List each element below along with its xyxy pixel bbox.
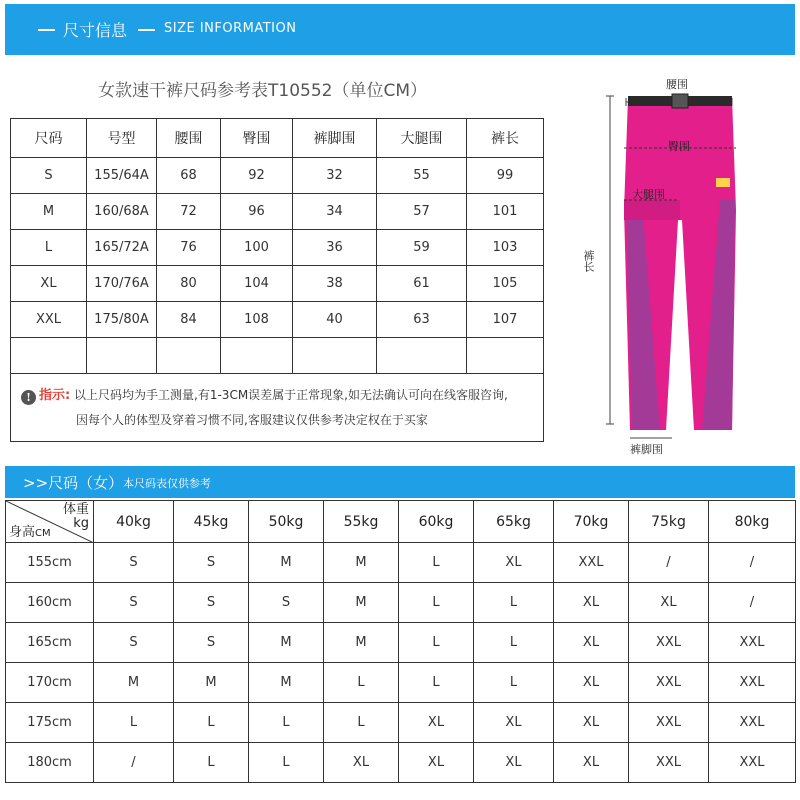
size-cell: XL [474,743,554,783]
size-cell: / [709,583,796,623]
size-cell: XL [554,623,629,663]
table-cell: 61 [377,266,467,302]
size-chart-title: 女款速干裤尺码参考表T10552（单位CM） [98,81,428,101]
size-cell: XXL [709,623,796,663]
table-cell: M [11,194,87,230]
size-cell: XL [399,703,474,743]
column-header: 号型 [87,119,157,158]
table-header-row [11,119,544,158]
table-row [11,230,544,266]
weight-header-cell: 75kg [629,501,709,543]
corner-height-unit: CM [35,528,51,539]
note-row [11,374,544,442]
size-cell: S [249,583,324,623]
corner-height-label: 身高 [9,525,36,540]
height-cell: 180cm [6,743,94,783]
size-cell: / [94,743,174,783]
table-cell: 40 [293,302,377,338]
column-header: 腰围 [157,119,221,158]
size-cell: L [174,743,249,783]
size-cell: M [324,543,399,583]
column-header: 裤长 [467,119,544,158]
size-cell: XXL [629,703,709,743]
size-cell: L [399,583,474,623]
note-cell [11,374,544,442]
table-cell: 63 [377,302,467,338]
table-cell: 99 [467,158,544,194]
weight-header-row [6,501,796,543]
table-cell: 72 [157,194,221,230]
table-cell: 80 [157,266,221,302]
size-cell: S [94,543,174,583]
weight-header-cell: 55kg [324,501,399,543]
table-cell: L [11,230,87,266]
size-cell: L [249,743,324,783]
note-line-1: 以上尺码均为手工测量,有1-3CM误差属于正常现象,如无法确认可向在线客服咨询, [74,388,508,402]
hem-label: 裤脚围 [630,443,663,456]
table-cell: 36 [293,230,377,266]
size-cell: L [399,663,474,703]
size-cell: L [94,703,174,743]
table-cell: 55 [377,158,467,194]
size-cell: / [709,543,796,583]
height-cell: 155cm [6,543,94,583]
weight-header-cell: 80kg [709,501,796,543]
table-cell: 170/76A [87,266,157,302]
table-row [11,158,544,194]
size-cell: M [324,583,399,623]
size-cell: M [249,623,324,663]
table-cell: 103 [467,230,544,266]
corner-cell [6,501,94,543]
size-cell: XXL [629,623,709,663]
table-cell: 57 [377,194,467,230]
size-cell: / [629,543,709,583]
weight-header-cell: 45kg [174,501,249,543]
table-cell: 104 [221,266,293,302]
size-cell: XXL [709,663,796,703]
table-cell: 34 [293,194,377,230]
size-cell: L [174,703,249,743]
size-cell: XL [474,703,554,743]
size-cell: L [474,663,554,703]
table-cell: 59 [377,230,467,266]
section-header-size-women [5,466,795,498]
table-cell: XL [11,266,87,302]
size-cell: L [474,583,554,623]
table-row [11,302,544,338]
header-dash-right [138,29,155,31]
weight-header-cell: 60kg [399,501,474,543]
header-title-en: SIZE INFORMATION [164,21,297,36]
thigh-label: 大腿围 [632,188,665,201]
table-cell: 38 [293,266,377,302]
size-cell: XL [554,663,629,703]
size-cell: M [94,663,174,703]
pants-figure [560,60,800,460]
size-cell: XXL [629,663,709,703]
table-cell: 160/68A [87,194,157,230]
size-cell: L [474,623,554,663]
hip-label: 臀围 [668,140,690,153]
table-cell: 100 [221,230,293,266]
table-row [6,663,796,703]
note-line-2: 因每个人的体型及穿着习惯不同,客服建议仅供参考决定权在于买家 [76,413,428,427]
empty-row [11,338,544,374]
table-cell: 105 [467,266,544,302]
table-cell: 107 [467,302,544,338]
table-row [11,194,544,230]
weight-chart-header-note: 本尺码表仅供参考 [123,477,211,490]
note-label: 指示: [39,388,71,403]
size-cell: XL [399,743,474,783]
corner-weight-label: 体重 [62,502,89,517]
table-cell: 68 [157,158,221,194]
size-cell: S [174,543,249,583]
corner-weight-unit: kg [73,516,89,531]
height-cell: 175cm [6,703,94,743]
size-cell: M [249,663,324,703]
section-header-size-info [5,4,795,55]
size-cell: L [399,623,474,663]
height-cell: 170cm [6,663,94,703]
size-cell: S [94,623,174,663]
size-cell: XXL [709,703,796,743]
table-row [11,266,544,302]
size-cell: XL [629,583,709,623]
size-cell: L [399,543,474,583]
column-header: 大腿围 [377,119,467,158]
table-cell: 155/64A [87,158,157,194]
height-weight-table [5,500,796,783]
size-cell: M [174,663,249,703]
size-cell: M [324,623,399,663]
table-row [6,743,796,783]
table-cell: 165/72A [87,230,157,266]
header-title-cn: 尺寸信息 [63,21,128,40]
weight-header-cell: 40kg [94,501,174,543]
table-row [6,543,796,583]
height-cell: 165cm [6,623,94,663]
table-cell: 101 [467,194,544,230]
column-header: 臀围 [221,119,293,158]
column-header: 尺码 [11,119,87,158]
table-cell: 92 [221,158,293,194]
size-cell: XL [474,543,554,583]
pants-illustration [560,60,800,460]
table-cell: 32 [293,158,377,194]
size-cell: L [324,703,399,743]
weight-chart-header: >>尺码（女） [23,474,124,492]
table-cell: 96 [221,194,293,230]
size-cell: XL [554,583,629,623]
length-label: 裤长 [582,250,595,272]
size-cell: M [249,543,324,583]
table-cell: XXL [11,302,87,338]
size-cell: XL [554,703,629,743]
header-dash-left [38,29,55,31]
table-row [6,623,796,663]
table-cell: 175/80A [87,302,157,338]
table-cell: 84 [157,302,221,338]
size-cell: XXL [629,743,709,783]
weight-header-cell: 70kg [554,501,629,543]
column-header: 裤脚围 [293,119,377,158]
size-cell: L [324,663,399,703]
size-cell: XL [554,743,629,783]
size-cell: XXL [709,743,796,783]
table-row [6,583,796,623]
table-cell: 76 [157,230,221,266]
size-cell: L [249,703,324,743]
table-row [6,703,796,743]
height-cell: 160cm [6,583,94,623]
size-cell: S [174,623,249,663]
weight-header-cell: 65kg [474,501,554,543]
table-cell: S [11,158,87,194]
weight-header-cell: 50kg [249,501,324,543]
info-icon: ! [21,390,36,405]
waist-label: 腰围 [666,78,688,91]
size-cell: XXL [554,543,629,583]
size-cell: S [94,583,174,623]
size-cell: XL [324,743,399,783]
size-chart-table [10,118,544,442]
table-cell: 108 [221,302,293,338]
size-cell: S [174,583,249,623]
